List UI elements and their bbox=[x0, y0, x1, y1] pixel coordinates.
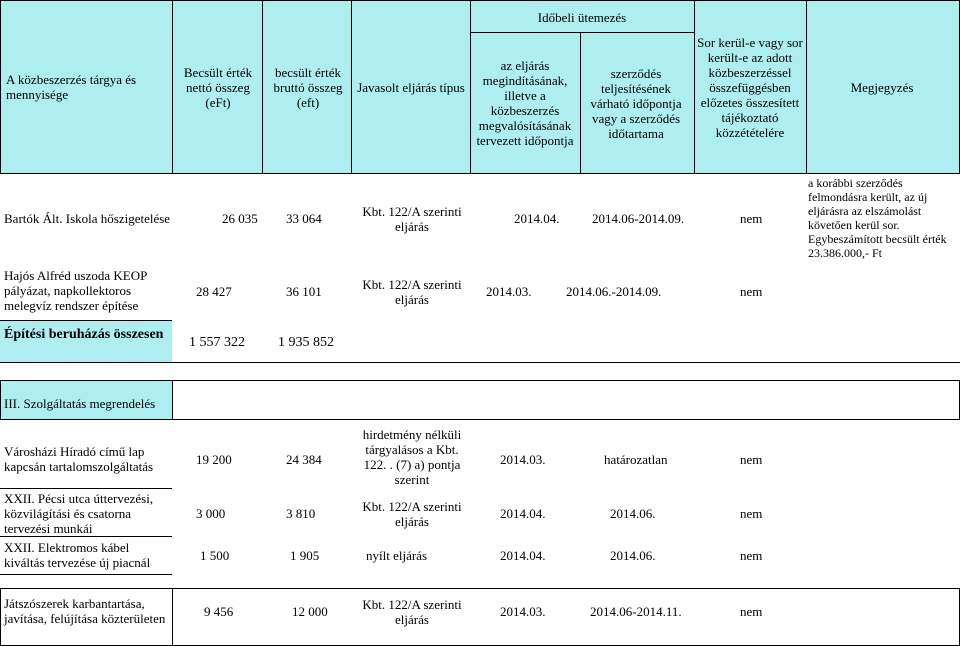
service3-type: nyílt eljárás bbox=[366, 548, 428, 563]
grid-line bbox=[0, 0, 960, 1]
row1-start: 2014.04. bbox=[514, 211, 560, 226]
header-net-value: Becsült érték nettó összeg (eFt) bbox=[183, 64, 253, 110]
grid-line bbox=[0, 574, 172, 575]
service4-period: 2014.06-2014.11. bbox=[590, 604, 682, 619]
service1-subject: Városházi Híradó című lap kapcsán tartalomszolgáltatás bbox=[4, 444, 154, 474]
header-contract-period: szerződés teljesítésének várható időpontja vagy a szerződés időtartama bbox=[590, 65, 682, 141]
service3-start: 2014.04. bbox=[500, 548, 546, 563]
grid-line bbox=[0, 381, 1, 419]
service2-period: 2014.06. bbox=[610, 506, 656, 521]
row2-type: Kbt. 122/A szerinti eljárás bbox=[362, 277, 462, 307]
total-label: Építési beruházás összesen bbox=[4, 327, 164, 342]
row2-subject: Hajós Alfréd uszoda KEOP pályázat, napkollektoros melegvíz rendszer építése bbox=[4, 268, 147, 313]
grid-line bbox=[0, 536, 172, 537]
grid-line bbox=[470, 32, 694, 33]
section-label: III. Szolgáltatás megrendelés bbox=[4, 396, 156, 411]
row2-period: 2014.06.-2014.09. bbox=[566, 284, 662, 299]
grid-line bbox=[0, 320, 172, 321]
row2-start: 2014.03. bbox=[486, 284, 532, 299]
service1-start: 2014.03. bbox=[500, 452, 546, 467]
service3-net: 1 500 bbox=[200, 548, 230, 563]
row2-gross: 36 101 bbox=[286, 284, 322, 299]
service4-gross: 12 000 bbox=[292, 604, 328, 619]
grid-line bbox=[351, 0, 352, 173]
service2-gross: 3 810 bbox=[286, 506, 316, 521]
service1-notice: nem bbox=[740, 452, 763, 467]
service2-net: 3 000 bbox=[196, 506, 226, 521]
grid-line bbox=[262, 0, 263, 173]
row1-gross: 33 064 bbox=[286, 211, 322, 226]
row1-note: a korábbi szerződés felmondásra került, az új eljárásra az elszámolást követően kerül sor. Egybeszámított becsült érték 23.386.000,- Ft bbox=[808, 176, 947, 260]
service1-type: hirdetmény nélküli tárgyalásos a Kbt. 122. . (7) a) pontja szerint bbox=[362, 427, 462, 487]
grid-line bbox=[172, 588, 173, 646]
row2-net: 28 427 bbox=[196, 284, 232, 299]
total-net: 1 557 322 bbox=[189, 335, 245, 350]
grid-line bbox=[0, 0, 1, 173]
service2-notice: nem bbox=[740, 506, 763, 521]
service3-period: 2014.06. bbox=[610, 548, 656, 563]
grid-line bbox=[470, 0, 471, 173]
header-gross-value: becsült érték bruttó összeg (eft) bbox=[273, 64, 343, 110]
service4-notice: nem bbox=[740, 604, 763, 619]
service3-gross: 1 905 bbox=[290, 548, 320, 563]
service1-gross: 24 384 bbox=[286, 452, 322, 467]
header-timing: Időbeli ütemezés bbox=[537, 9, 627, 25]
header-procedure-type: Javasolt eljárás típus bbox=[357, 79, 465, 95]
row1-subject: Bartók Ált. Iskola hőszigetelése bbox=[4, 211, 171, 226]
grid-line bbox=[806, 0, 807, 173]
service1-net: 19 200 bbox=[196, 452, 232, 467]
header-start-date: az eljárás megindításának, illetve a közbeszerzés megvalósításának tervezett időpontja bbox=[476, 58, 574, 148]
grid-line bbox=[172, 381, 173, 419]
grid-line bbox=[0, 173, 960, 174]
grid-line bbox=[580, 32, 581, 173]
grid-line bbox=[0, 588, 1, 646]
service1-period: határozatlan bbox=[604, 452, 668, 467]
service4-start: 2014.03. bbox=[500, 604, 546, 619]
header-subject: A közbeszerzés tárgya és mennyisége bbox=[6, 72, 137, 102]
service4-net: 9 456 bbox=[204, 604, 234, 619]
service2-subject: XXII. Pécsi utca úttervezési, közvilágítási és csatorna tervezési munkái bbox=[4, 491, 154, 536]
header-prior-notice: Sor kerül-e vagy sor került-e az adott közbeszerzéssel összefüggésben előzetes összesített tájékoztató közzétételére bbox=[697, 34, 803, 140]
service2-start: 2014.04. bbox=[500, 506, 546, 521]
row2-notice: nem bbox=[740, 284, 763, 299]
service3-subject: XXII. Elektromos kábel kiváltás tervezése új piacnál bbox=[4, 540, 151, 570]
service2-type: Kbt. 122/A szerinti eljárás bbox=[362, 499, 462, 529]
row1-type: Kbt. 122/A szerinti eljárás bbox=[362, 204, 462, 234]
grid-line bbox=[0, 488, 172, 489]
grid-line bbox=[172, 0, 173, 173]
service3-notice: nem bbox=[740, 548, 763, 563]
total-gross: 1 935 852 bbox=[278, 335, 334, 350]
service4-subject: Játszószerek karbantartása, javítása, felújítása közterületen bbox=[4, 596, 166, 626]
row1-notice: nem bbox=[740, 211, 763, 226]
grid-line bbox=[694, 0, 695, 173]
row1-net: 26 035 bbox=[222, 211, 258, 226]
row1-period: 2014.06-2014.09. bbox=[592, 211, 685, 226]
service4-type: Kbt. 122/A szerinti eljárás bbox=[362, 597, 462, 627]
grid-line bbox=[0, 419, 960, 420]
grid-line bbox=[0, 362, 960, 363]
header-note: Megjegyzés bbox=[850, 79, 914, 95]
grid-line bbox=[0, 588, 960, 589]
